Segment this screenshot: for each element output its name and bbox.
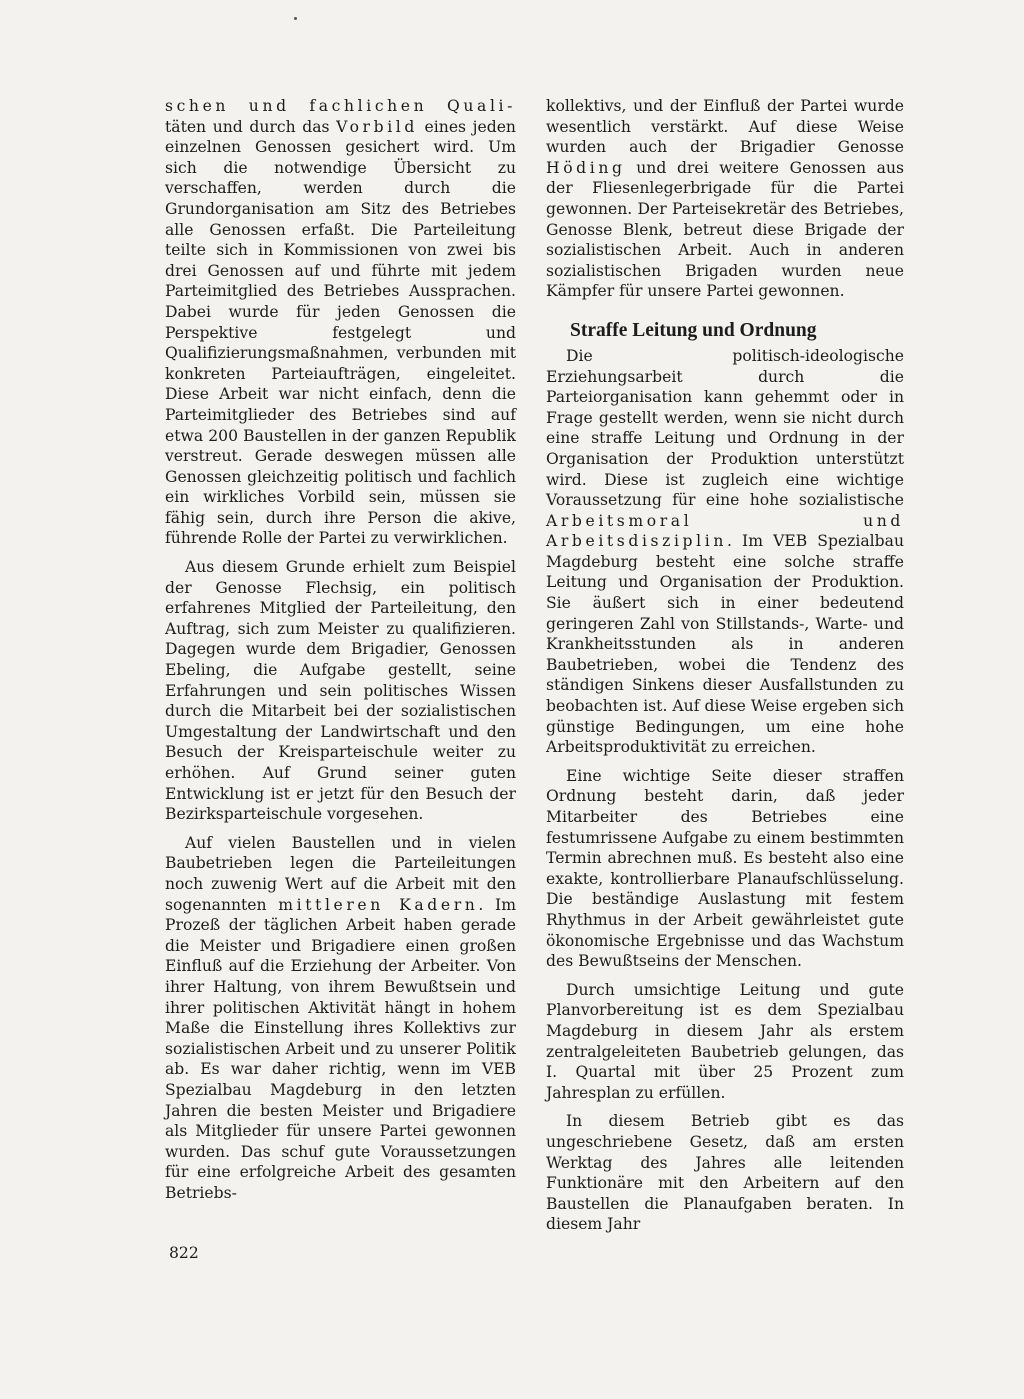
- text-segment: Auf vielen Baustellen und in vielen Baubetrieben legen die Parteileitungen noch zuwenig Wert auf die Arbeit mit den sogenannten: [165, 833, 516, 914]
- right-column: [546, 96, 904, 1243]
- emphasized-word: Arbeitsmoral und Arbeitsdisziplin: [546, 511, 904, 551]
- paragraph-6: Durch umsichtige Leitung und gute Planvorbereitung ist es dem Spezialbau Magdeburg in diesem Jahr als erstem zentralgeleiteten Baubetrieb gelungen, das I. Quartal mit über 25 Prozent zum Jahresplan zu erfüllen.: [546, 980, 904, 1102]
- spaced-line: schen und fachlichen Quali-: [165, 97, 516, 115]
- text-segment: eines jeden einzelnen Genossen gesichert wird. Um sich die notwendige Übersicht zu verschaffen, werden durch die Grundorganisation am Sitz des Betriebes alle Genossen erfaßt. Die Parteileitung teilte sich in Kommissionen von zwei bis drei Genossen auf und führte mit jedem Parteimitglied des Betriebes Aussprachen. Dabei wurde für jeden Genossen die Perspektive festgelegt und Qualifizierungsmaßnahmen, verbunden mit konkreten Parteiaufträgen, eingeleitet. Diese Arbeit war nicht einfach, denn die Parteimitglieder des Betriebes sind auf etwa 200 Baustellen in der ganzen Republik verstreut. Gerade deswegen müssen alle Genossen gleichzeitig politisch und fachlich ein wirkliches Vorbild sein, müssen sie fähig sein, durch ihre Person die akive, führende Rolle der Partei zu verwirklichen.: [165, 117, 516, 548]
- paragraph-1: [165, 96, 516, 549]
- text-segment: und drei weitere Genossen aus der Fliesenlegerbrigade für die Partei gewonnen. Der Parteisekretär des Betriebes, Genosse Blenk, betreut diese Brigade der sozialistischen Arbeit. Auch in anderen sozialistischen Brigaden wurden neue Kämpfer für unsere Partei gewonnen.: [546, 158, 904, 301]
- emphasized-word: mittleren Kadern: [278, 895, 479, 914]
- print-speck: [294, 17, 297, 20]
- paragraph-4: [546, 346, 904, 758]
- emphasized-word: Vorbild: [336, 117, 418, 136]
- paragraph-continued: [546, 96, 904, 302]
- paragraph-2: Aus diesem Grunde erhielt zum Beispiel der Genosse Flechsig, ein politisch erfahrenes Mitglied der Parteileitung, den Auftrag, sich zum Meister zu qualifizieren. Dagegen wurde dem Brigadier, Genossen Ebeling, die Aufgabe gestellt, seine Erfahrungen und sein politisches Wissen durch die Mitarbeit bei der sozialistischen Umgestaltung der Landwirtschaft und den Besuch der Kreisparteischule weiter zu erhöhen. Auf Grund seiner guten Entwicklung ist er jetzt für den Besuch der Bezirksparteischule vorgesehen.: [165, 558, 516, 824]
- page-number: 822: [169, 1244, 199, 1262]
- left-column: [165, 96, 516, 1211]
- paragraph-7: In diesem Betrieb gibt es das ungeschriebene Gesetz, daß am ersten Werktag des Jahres alle leitenden Funktionäre mit den Arbeitern auf den Baustellen die Planaufgaben beraten. In diesem Jahr: [546, 1112, 904, 1234]
- section-heading: Straffe Leitung und Ordnung: [570, 319, 817, 341]
- text-segment: täten und durch das: [165, 117, 337, 136]
- text-segment: . Im VEB Spezialbau Magdeburg besteht eine solche straffe Leitung und Organisation der Produktion. Sie äußert sich in einer bedeutend geringeren Zahl von Stillstands-, Warte- und Krankheitsstunden als in anderen Baubetrieben, wobei die Tendenz des ständigen Sinkens dieser Ausfallstunden zu beobachten ist. Auf diese Weise ergeben sich günstige Bedingungen, um eine hohe Arbeitsproduktivität zu erreichen.: [546, 532, 904, 757]
- text-segment: Die politisch-ideologische Erziehungsarbeit durch die Parteiorganisation kann gehemmt oder in Frage gestellt werden, wenn sie nicht durch eine straffe Leitung und Ordnung in der Organisation der Produktion unterstützt wird. Diese ist zugleich eine wichtige Voraussetzung für eine hohe sozialistische: [546, 346, 904, 510]
- text-segment: . Im Prozeß der täglichen Arbeit haben gerade die Meister und Brigadiere einen großen Einfluß auf die Erziehung der Arbeiter. Von ihrer Haltung, von ihrem Bewußtsein und ihrer politischen Aktivität hängt in hohem Maße die Einstellung ihres Kollektivs zur sozialistischen Arbeit und zu unserer Politik ab. Es war daher richtig, wenn im VEB Spezialbau Magdeburg in den letzten Jahren die besten Meister und Brigadiere als Mitglieder für unsere Partei gewonnen wurden. Das schuf gute Voraussetzungen für eine erfolgreiche Arbeit des gesamten Betriebs-: [165, 895, 516, 1202]
- paragraph-5: Eine wichtige Seite dieser straffen Ordnung besteht darin, daß jeder Mitarbeiter des Betriebes eine festumrissene Aufgabe zu einem bestimmten Termin abrechnen muß. Es besteht also eine exakte, kontrollierbare Planaufschlüsselung. Die beständige Auslastung mit festem Rhythmus in der Arbeit gewährleistet gute ökonomische Ergebnisse und das Wachstum des Bewußtseins der Menschen.: [546, 766, 904, 971]
- paragraph-3: [165, 833, 516, 1204]
- emphasized-word: Höding: [546, 158, 626, 177]
- text-segment: kollektivs, und der Einfluß der Partei wurde wesentlich verstärkt. Auf diese Weise wurden auch der Brigadier Genosse: [546, 97, 904, 157]
